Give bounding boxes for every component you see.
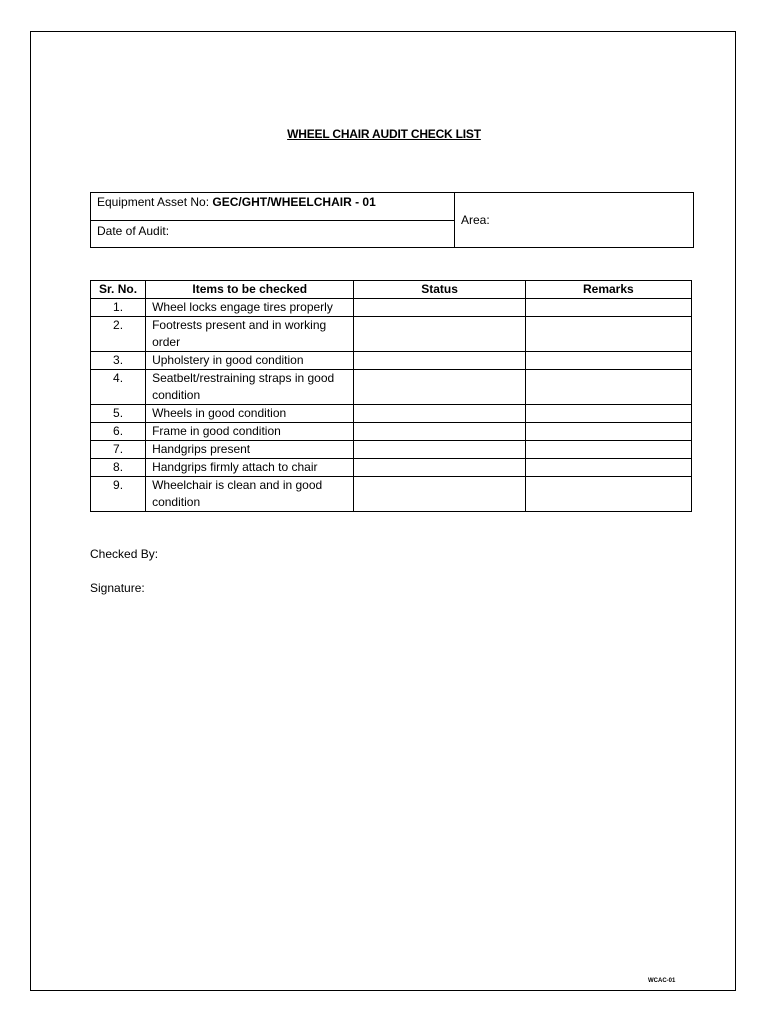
table-row bbox=[91, 317, 692, 352]
remarks-cell[interactable] bbox=[525, 459, 691, 477]
item-cell: Upholstery in good condition bbox=[146, 352, 354, 370]
item-cell: Footrests present and in working order bbox=[146, 317, 354, 352]
item-cell: Wheelchair is clean and in good condition bbox=[146, 477, 354, 512]
table-row bbox=[91, 459, 692, 477]
status-cell[interactable] bbox=[354, 459, 525, 477]
remarks-cell[interactable] bbox=[525, 370, 691, 405]
remarks-cell[interactable] bbox=[525, 423, 691, 441]
sr-cell: 2. bbox=[91, 317, 146, 352]
sr-cell: 6. bbox=[91, 423, 146, 441]
item-cell: Handgrips firmly attach to chair bbox=[146, 459, 354, 477]
remarks-cell[interactable] bbox=[525, 299, 691, 317]
sr-cell: 9. bbox=[91, 477, 146, 512]
remarks-cell[interactable] bbox=[525, 405, 691, 423]
status-cell[interactable] bbox=[354, 423, 525, 441]
table-row bbox=[91, 352, 692, 370]
sr-cell: 5. bbox=[91, 405, 146, 423]
table-row bbox=[91, 423, 692, 441]
header-status: Status bbox=[354, 281, 525, 299]
info-left-column bbox=[91, 193, 455, 247]
checklist-table bbox=[90, 280, 692, 512]
status-cell[interactable] bbox=[354, 317, 525, 352]
header-remarks: Remarks bbox=[525, 281, 691, 299]
area-cell bbox=[461, 193, 490, 247]
equipment-info-table bbox=[90, 192, 694, 248]
signature-label: Signature: bbox=[90, 581, 145, 595]
header-items: Items to be checked bbox=[146, 281, 354, 299]
table-header-row bbox=[91, 281, 692, 299]
status-cell[interactable] bbox=[354, 352, 525, 370]
sr-cell: 3. bbox=[91, 352, 146, 370]
sr-cell: 1. bbox=[91, 299, 146, 317]
status-cell[interactable] bbox=[354, 299, 525, 317]
item-cell: Frame in good condition bbox=[146, 423, 354, 441]
status-cell[interactable] bbox=[354, 441, 525, 459]
table-row bbox=[91, 370, 692, 405]
date-row bbox=[91, 221, 454, 247]
item-cell: Seatbelt/restraining straps in good condition bbox=[146, 370, 354, 405]
asset-row bbox=[91, 193, 454, 221]
area-label: Area: bbox=[461, 213, 490, 227]
item-cell: Handgrips present bbox=[146, 441, 354, 459]
table-row bbox=[91, 299, 692, 317]
date-label: Date of Audit: bbox=[97, 224, 170, 238]
remarks-cell[interactable] bbox=[525, 352, 691, 370]
asset-label: Equipment Asset No: bbox=[97, 195, 213, 209]
table-row bbox=[91, 405, 692, 423]
status-cell[interactable] bbox=[354, 405, 525, 423]
status-cell[interactable] bbox=[354, 477, 525, 512]
table-row bbox=[91, 441, 692, 459]
sr-cell: 8. bbox=[91, 459, 146, 477]
status-cell[interactable] bbox=[354, 370, 525, 405]
item-cell: Wheels in good condition bbox=[146, 405, 354, 423]
document-code: WCAC-01 bbox=[648, 978, 676, 984]
asset-value: GEC/GHT/WHEELCHAIR - 01 bbox=[212, 195, 376, 209]
table-row bbox=[91, 477, 692, 512]
remarks-cell[interactable] bbox=[525, 477, 691, 512]
document-title: WHEEL CHAIR AUDIT CHECK LIST bbox=[287, 127, 481, 141]
checked-by-label: Checked By: bbox=[90, 547, 159, 561]
remarks-cell[interactable] bbox=[525, 441, 691, 459]
header-sr-no: Sr. No. bbox=[91, 281, 146, 299]
sr-cell: 7. bbox=[91, 441, 146, 459]
remarks-cell[interactable] bbox=[525, 317, 691, 352]
item-cell: Wheel locks engage tires properly bbox=[146, 299, 354, 317]
sr-cell: 4. bbox=[91, 370, 146, 405]
